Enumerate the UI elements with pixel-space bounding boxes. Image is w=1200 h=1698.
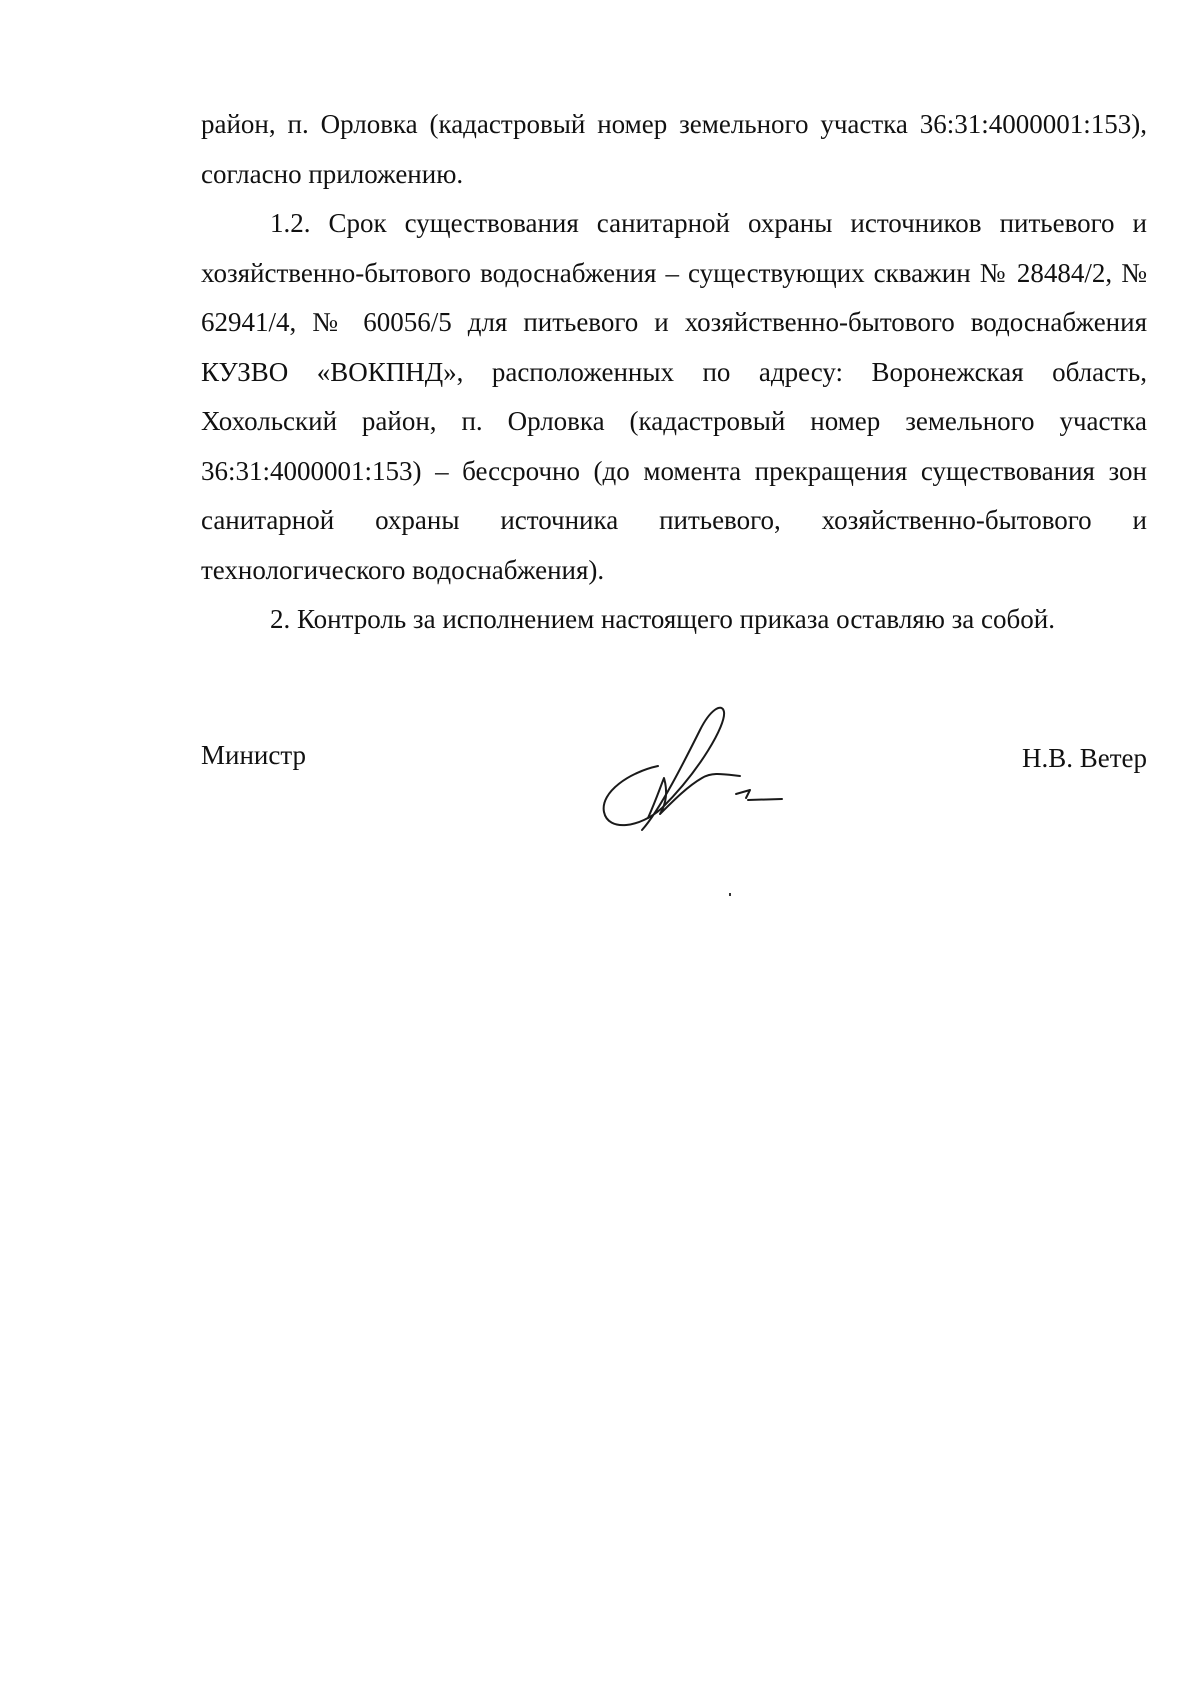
document-body	[201, 100, 1147, 645]
signatory-title: Министр	[201, 740, 306, 770]
signatory-name: Н.В. Ветер	[1021, 743, 1147, 773]
paragraph-2: 2. Контроль за исполнением настоящего приказа оставляю за собой.	[270, 604, 1055, 634]
paragraph-continuation: район, п. Орловка (кадастровый номер земельного участка 36:31:4000001:153), согласно приложению.	[201, 109, 1147, 189]
paragraph-1-2: 1.2. Срок существования санитарной охраны источников питьевого и хозяйственно-бытового водоснабжения – существующих скважин № 28484/2, № 62941/4, № 60056/5 для питьевого и хозяйственно-бытового водоснабжения КУЗВО «ВОКПНД», расположенных по адресу: Воронежская область, Хохольский район, п. Орловка (кадастровый номер земельного участка 36:31:4000001:153) – бессрочно (до момента прекращения существования зон санитарной охраны источника питьевого, хозяйственно-бытового и технологического водоснабжения).	[201, 208, 1147, 585]
scan-speck	[729, 893, 731, 896]
handwritten-signature	[590, 700, 790, 840]
